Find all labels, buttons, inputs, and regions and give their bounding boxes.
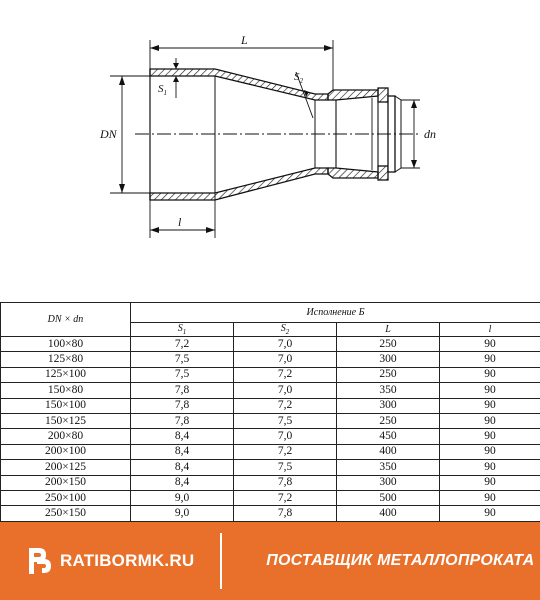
cell-value: 300 [337, 475, 440, 490]
table-row [1, 337, 540, 352]
cell-value: 90 [440, 475, 540, 490]
socket-flange-top [378, 88, 388, 102]
cell-value: 500 [337, 490, 440, 505]
col-l: l [440, 323, 540, 337]
table-row [1, 413, 540, 428]
socket-bottom [328, 168, 378, 178]
cell-value: 7,8 [234, 475, 337, 490]
cell-value: 90 [440, 367, 540, 382]
cell-value: 300 [337, 352, 440, 367]
logo[interactable] [26, 546, 194, 576]
cell-value: 90 [440, 490, 540, 505]
table-body [1, 337, 540, 522]
table-row [1, 429, 540, 444]
footer-banner [0, 522, 540, 600]
cell-value: 90 [440, 337, 540, 352]
cell-value: 400 [337, 444, 440, 459]
cell-dn-dn: 150×125 [1, 413, 131, 428]
row-header: DN × dn [1, 303, 131, 337]
cell-value: 7,5 [234, 413, 337, 428]
cell-value: 250 [337, 413, 440, 428]
cell-value: 7,0 [234, 352, 337, 367]
cell-value: 90 [440, 444, 540, 459]
cell-value: 250 [337, 367, 440, 382]
cell-value: 7,2 [234, 398, 337, 413]
cell-value: 90 [440, 398, 540, 413]
logo-icon [26, 546, 52, 576]
table-row [1, 352, 540, 367]
cell-value: 350 [337, 383, 440, 398]
cell-value: 7,8 [131, 398, 234, 413]
table-row [1, 506, 540, 521]
table-row [1, 383, 540, 398]
label-DN: DN [100, 127, 117, 141]
bottom-wall [150, 168, 328, 200]
cell-value: 400 [337, 506, 440, 521]
col-s1: $S_1$ [131, 323, 234, 337]
cell-value: 90 [440, 460, 540, 475]
cell-dn-dn: 125×80 [1, 352, 131, 367]
cell-dn-dn: 125×100 [1, 367, 131, 382]
cell-dn-dn: 100×80 [1, 337, 131, 352]
slogan: ПОСТАВЩИК МЕТАЛЛОПРОКАТА [266, 552, 535, 569]
cell-value: 7,0 [234, 337, 337, 352]
cell-dn-dn: 200×125 [1, 460, 131, 475]
cell-value: 7,0 [234, 383, 337, 398]
cell-value: 7,8 [234, 506, 337, 521]
col-L: L [337, 323, 440, 337]
cell-value: 250 [337, 337, 440, 352]
spec-table [0, 302, 540, 522]
table-row [1, 398, 540, 413]
cell-value: 90 [440, 429, 540, 444]
cell-dn-dn: 200×100 [1, 444, 131, 459]
label-dn: dn [424, 127, 436, 141]
table-row [1, 490, 540, 505]
cell-value: 7,2 [234, 444, 337, 459]
table-row [1, 475, 540, 490]
cell-value: 8,4 [131, 460, 234, 475]
cell-value: 350 [337, 460, 440, 475]
table-row [1, 367, 540, 382]
label-S2: $S_2$ [294, 71, 303, 85]
group-header: Исполнение Б [131, 303, 540, 323]
cell-value: 90 [440, 383, 540, 398]
cell-value: 7,5 [234, 460, 337, 475]
cell-value: 90 [440, 352, 540, 367]
cell-value: 9,0 [131, 490, 234, 505]
cell-dn-dn: 250×150 [1, 506, 131, 521]
cell-value: 90 [440, 506, 540, 521]
label-S1: $S_1$ [158, 83, 167, 97]
cell-dn-dn: 200×80 [1, 429, 131, 444]
table-row [1, 460, 540, 475]
cell-dn-dn: 200×150 [1, 475, 131, 490]
cell-value: 9,0 [131, 506, 234, 521]
cell-value: 300 [337, 398, 440, 413]
footer-divider [220, 533, 222, 589]
cell-value: 8,4 [131, 475, 234, 490]
label-l: l [178, 215, 182, 229]
cell-value: 7,8 [131, 413, 234, 428]
cell-value: 7,2 [131, 337, 234, 352]
cell-value: 8,4 [131, 444, 234, 459]
cell-value: 8,4 [131, 429, 234, 444]
cell-value: 7,5 [131, 352, 234, 367]
socket-flange-bottom [378, 166, 388, 180]
socket-top [328, 90, 378, 100]
cell-value: 90 [440, 413, 540, 428]
cell-value: 7,0 [234, 429, 337, 444]
cell-value: 7,2 [234, 490, 337, 505]
cell-value: 450 [337, 429, 440, 444]
table-row [1, 444, 540, 459]
cell-value: 7,8 [131, 383, 234, 398]
cell-value: 7,2 [234, 367, 337, 382]
cell-dn-dn: 250×100 [1, 490, 131, 505]
label-L: L [241, 33, 248, 47]
cell-dn-dn: 150×100 [1, 398, 131, 413]
cell-dn-dn: 150×80 [1, 383, 131, 398]
logo-text: RATIBORMK.RU [60, 551, 195, 570]
col-s2: $S_2$ [234, 323, 337, 337]
cell-value: 7,5 [131, 367, 234, 382]
